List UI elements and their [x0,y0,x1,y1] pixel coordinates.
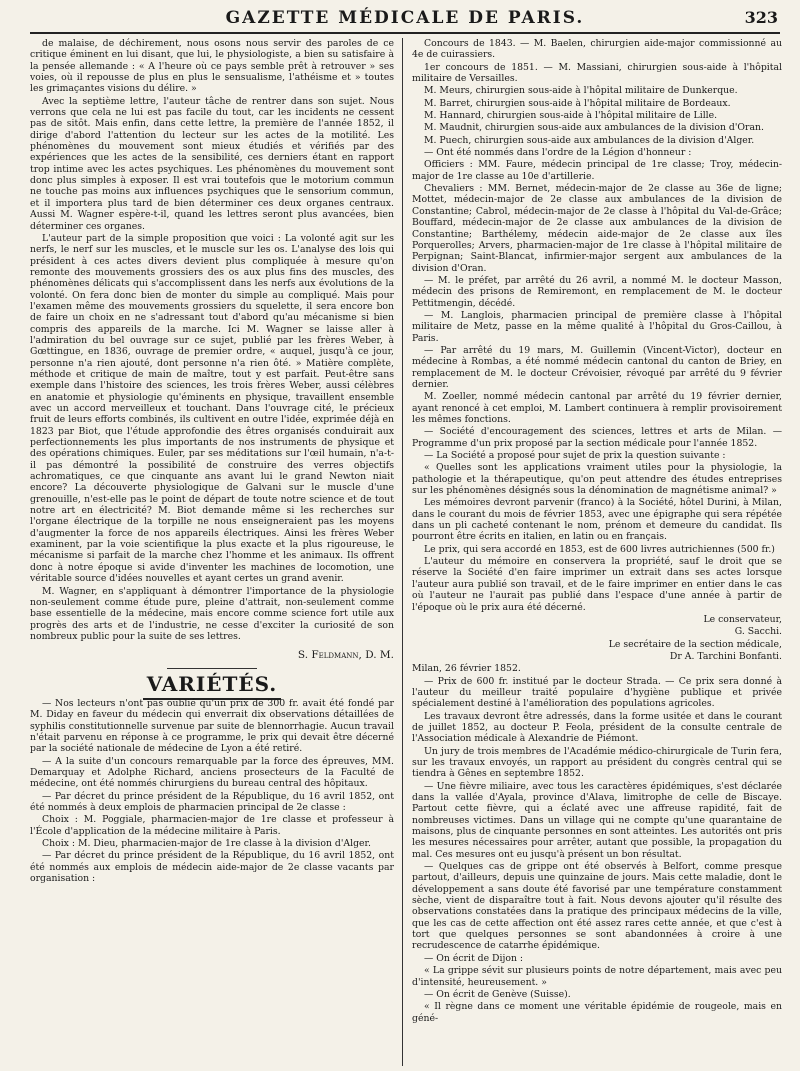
paragraph: L'auteur du mémoire en conservera la propriété, sauf le droit que se réserve la Société d'en faire imprimer un extrait dans ses actes lorsque l'auteur aura publié son travail, et de le faire imprimer en entier dans le cas où l'auteur ne l'aurait pas publié dans l'espace d'une année à partir de l'époque où le prix aura été décerné. [412,556,782,613]
column-rule [402,38,403,1066]
section-title [30,671,394,696]
paragraph: — Ont été nommés dans l'ordre de la Légion d'honneur : [424,147,692,159]
masthead [30,6,780,34]
paragraph: M. Zoeller, nommé médecin cantonal par arrêté du 19 février dernier, ayant renoncé à cet emploi, M. Lambert continuera à remplir provisoirement les mêmes fonctions. [412,391,782,425]
signature-line: Dr A. Tarchini Bonfanti. [669,650,782,662]
paragraph: — On écrit de Dijon : [424,952,524,964]
paragraph: — Prix de 600 fr. institué par le docteur Strada. — Ce prix sera donné à l'auteur du meilleur traité populaire d'hygiène publique et privée spécialement destiné à l'amélioration des populations agricoles. [412,675,782,710]
journal-title: GAZETTE MÉDICALE DE PARIS. [225,8,585,28]
news-block [412,676,782,1024]
paragraph: M. Wagner, en s'appliquant à démontrer l'importance de la physiologie non-seulement comme étude pure, pleine d'attrait, non-seulement comme base essentielle de la médecine, mais encore comme science fort utile aux progrès des arts et de l'industrie, ne cesse d'exciter la curiosité de son nombreux public pour la suite de ses lettres. [30,585,394,642]
signature-line: Le conservateur, [703,613,782,625]
paragraph: 1er concours de 1851. — M. Massiani, chirurgien sous-aide à l'hôpital militaire de Versailles. [412,61,782,85]
paragraph: — Une fièvre miliaire, avec tous les caractères épidémiques, s'est déclarée dans la vallée d'Ayala, province d'Alava, limitrophe de celle de Biscaye. Partout cette fièvre, qui a éclaté avec une affreuse rapidité, fait de nombreuses victimes. Dans un village qui ne compte qu'une quarantaine de maisons, plus de cinquante personnes en sont atteintes. Les autorités ont pris les mesures nécessaires pour arrêter, autant que possible, la propagation du mal. Ces mesures ont eu jusqu'à présent un bon résultat. [412,780,782,860]
paragraph: « Quelles sont les applications vraiment utiles pour la physiologie, la pathologie et la thérapeutique, qu'on peut attendre des études entreprises sur les phénomènes désignés sous la dénomination de magnétisme animal? » [412,462,782,497]
news-paragraph: Choix : M. Dieu, pharmacien-major de 1re classe à la division d'Alger. [42,838,371,850]
paragraph: — M. Langlois, pharmacien principal de première classe à l'hôpital militaire de Metz, passe en la même qualité à l'hôpital du Gros-Caillou, à Paris. [412,309,782,344]
separator-rule [167,668,257,669]
paragraph: — Quelques cas de grippe ont été observés à Belfort, comme presque partout, d'ailleurs, depuis une quinzaine de jours. Mais cette maladie, dont le développement a sans doute été favorisé par une température constamment sèche, vient de disparaître tout à fait. Nous devons ajouter qu'il résulte des observations constatées dans la pratique des principaux médecins de la ville, que les cas de cette affection ont été assez rares cette année, et que c'est à tort que quelques personnes se sont abandonnées à croire à une recrudescence de catarrhe épidémique. [412,861,782,952]
article-signature: S. Feldmann, D. M. [297,649,394,662]
paragraph: — Par arrêté du 19 mars, M. Guillemin (Vincent-Victor), docteur en médecine à Rombas, a été nommé médecin cantonal du canton de Briey, en remplacement de M. le docteur Crévoisier, révoqué par arrêté du 9 février dernier. [412,344,782,390]
signature-line: Le secrétaire de la section médicale, [608,638,782,650]
paragraph: Officiers : MM. Faure, médecin principal de 1re classe; Troy, médecin-major de 1re classe au 10e d'artillerie. [412,159,782,182]
news-paragraph: — Nos lecteurs n'ont pas oublié qu'un prix de 300 fr. avait été fondé par M. Diday en faveur du médecin qui enverrait dix observations détaillées de syphilis constitutionnelle survenue par suite de blennorrhagie. Aucun travail n'était parvenu en réponse à ce programme, le prix qui devait être décerné par la société nationale de médecine de Lyon a été retiré. [30,697,394,755]
paragraph: — On écrit de Genève (Suisse). [424,988,571,1000]
promotions-block [412,38,782,84]
section-title-text: VARIÉTÉS. [143,672,282,700]
news-paragraph: — Par décret du prince président de la République, du 16 avril 1852, ont été nommés aux emplois de médecin aide-major de 2e classe vacants par organisation : [30,850,394,885]
appointments-list [412,85,782,146]
news-paragraph: Choix : M. Poggiale, pharmacien-major de 1re classe et professeur à l'École d'application de la médecine militaire à Paris. [30,814,394,837]
list-item: M. Barret, chirurgien sous-aide à l'hôpital militaire de Bordeaux. [424,97,731,109]
paragraph: Un jury de trois membres de l'Académie médico-chirurgicale de Turin fera, sur les travaux envoyés, un rapport au président du congrès central qui se tiendra à Gênes en septembre 1852. [412,745,782,780]
society-signatures [412,614,782,662]
page-number: 323 [744,8,778,27]
announcements-block [412,147,782,613]
paragraph: Le prix, qui sera accordé en 1853, est de 600 livres autrichiennes (500 fr.) [424,543,775,555]
list-item: M. Hannard, chirurgien sous-aide à l'hôpital militaire de Lille. [424,110,718,122]
paragraph: Les mémoires devront parvenir (franco) à la Société, hôtel Durini, à Milan, dans le courant du mois de février 1853, avec une épigraphe qui sera répétée dans un pli cacheté contenant le nom, prénom et demeure du candidat. Ils pourront être écrits en italien, en latin ou en français. [412,497,782,543]
left-column [30,38,394,1068]
paragraph: Les travaux devront être adressés, dans la forme usitée et dans le courant de juillet 1852, au docteur P. Feola, président de la consulte centrale de l'Association médicale à Alexandrie de Piémont. [412,710,782,745]
paragraph: — Société d'encouragement des sciences, lettres et arts de Milan. — Programme d'un prix proposé par la section médicale pour l'année 1852. [412,426,782,449]
news-paragraph: — Par décret du prince président de la République, du 16 avril 1852, ont été nommés à deux emplois de pharmacien principal de 2e classe : [30,790,394,813]
paragraph: « Il règne dans ce moment une véritable épidémie de rougeole, mais en géné- [412,1001,782,1024]
list-item: M. Maudnit, chirurgien sous-aide aux ambulances de la division d'Oran. [424,122,764,134]
paragraph: Avec la septième lettre, l'auteur tâche de rentrer dans son sujet. Nous verrons que cela ne lui est pas facile du tout, car les incidents ne cessent pas de sitôt. Mais enfin, dans cette lettre, la première de l'année 1852, il dirige d'abord l'attention du lecteur sur les actes de la motilité. Les phénomènes du mouvement sont mieux étudiés et vérifiés par des expériences que les actes de la sensibilité, ces derniers étant en rapport trop intime avec les actes psychiques. Les phénomènes du mouvement sont donc plus simples à exposer. Il est vrai toutefois que le motorium commun ne touche pas moins aux influences psychiques que le sensorium commun, et il importera plus tard de bien déterminer ces deux organes centraux. Aussi M. Wagner espère-t-il, quand les lettres seront plus avancées, bien déterminer ces organes. [30,95,394,232]
right-column [412,38,782,1068]
paragraph: « La grippe sévit sur plusieurs points de notre département, mais avec peu d'intensité, heureusement. » [412,965,782,988]
sign-date: Milan, 26 février 1852. [412,663,521,675]
paragraph: L'auteur part de la simple proposition que voici : La volonté agit sur les nerfs, le nerf sur les muscles, et le muscle sur les os. L'analyse des lois qui président à ces actes divers devient plus compliquée à mesure qu'on remonte des mouvements grossiers des os aux plus fins des muscles, des phénomènes délicats qui s'accomplissent dans les nerfs aux évolutions de la volonté. On fera donc bien de monter du simple au compliqué. Mais pour l'examen même des mouvements grossiers du squelette, il sera encore bon de faire un choix en ne s'adressant tout d'abord qu'au mécanisme si bien compris des appareils de la marche. Ici M. Wagner se laisse aller à l'admiration du bel ouvrage sur ce sujet, publié par les frères Weber, à Gœttingue, en 1836, ouvrage de premier ordre, « auquel, jusqu'à ce jour, personne n'a rien ajouté, dont personne n'a rien ôté. » Matière complète, méthode et critique de main de maître, tout y est parfait. Peut-être sans exemple dans l'histoire des sciences, les trois frères Weber, aussi célèbres en anatomie et physiologie qu'éminents en physique, travaillent ensemble avec un accord merveilleux et touchant. Dans l'ouvrage cité, le précieux fruit de leurs efforts combinés, ils cultivent en outre l'idée, exprimée déjà en 1823 par Biot, que l'étude approfondie des êtres organisés conduirait aux perfectionnements les plus importants de nos instruments de physique et des opérations chimiques. Euler, par ses méditations sur l'œil humain, n'a-t-il pas démontré la possibilité de construire des verres objectifs achromatiques, ce que cinquante ans avant lui le grand Newton niait encore? La découverte physiologique de Galvani sur le muscle d'une grenouille, n'est-elle pas le point de départ de toute notre science et de tout notre art en électricité? M. Biot demande même si les recherches sur l'organe électrique de la torpille ne nous enseigneraient pas les moyens d'augmenter la force de nos appareils électriques. Ainsi les frères Weber examinent, par la voie scientifique la plus exacte et la plus rigoureuse, le mécanisme si parfait de la marche chez l'homme et les animaux. Ils offrent donc à notre époque si avide d'inventer les machines de locomotion, une véritable source d'idées nouvelles et ayant certes un grand avenir. [30,232,394,585]
signature-line: G. Sacchi. [734,626,782,638]
paragraph: de malaise, de déchirement, nous osons nous servir des paroles de ce critique éminent en lui disant, que lui, le physiologiste, a bien su satisfaire à la pensée allemande : « A l'heure où ce pays semble prêt à retrouver » ses voies, où il repousse de plus en plus le sensualisme, l'athéisme et » toutes les grimaçantes visions du délire. » [30,38,394,95]
article-body [30,38,394,642]
list-item: M. Meurs, chirurgien sous-aide à l'hôpital militaire de Dunkerque. [424,85,738,97]
paragraph: Concours de 1843. — M. Baelen, chirurgien aide-major commissionné au 4e de cuirassiers. [412,38,782,61]
paragraph: — La Société a proposé pour sujet de prix la question suivante : [424,450,726,462]
list-item: M. Puech, chirurgien sous-aide aux ambulances de la division d'Alger. [424,134,755,146]
paragraph: Chevaliers : MM. Bernet, médecin-major de 2e classe au 36e de ligne; Mottet, médecin-major de 2e classe aux ambulances de la division de Constantine; Cabrol, médecin-major de 2e classe à l'hôpital du Val-de-Grâce; Bouffard, médecin-major de 2e classe aux ambulances de la division de Constantine; Barthélemy, médecin aide-major de 2e classe aux îles Porquerolles; Arvers, pharmacien-major de 1re classe à l'hôpital militaire de Perpignan; Saint-Blancat, infirmier-major sergent aux ambulances de la division d'Oran. [412,183,782,274]
news-paragraph: — A la suite d'un concours remarquable par la force des épreuves, MM. Demarquay et Adolphe Richard, anciens prosecteurs de la Faculté de médecine, ont été nommés chirurgiens du bureau central des hôpitaux. [30,755,394,790]
paragraph: — M. le préfet, par arrêté du 26 avril, a nommé M. le docteur Masson, médecin des prisons de Remiremont, en remplacement de M. le docteur Pettitmengin, décédé. [412,274,782,309]
varietes-body [30,698,394,885]
